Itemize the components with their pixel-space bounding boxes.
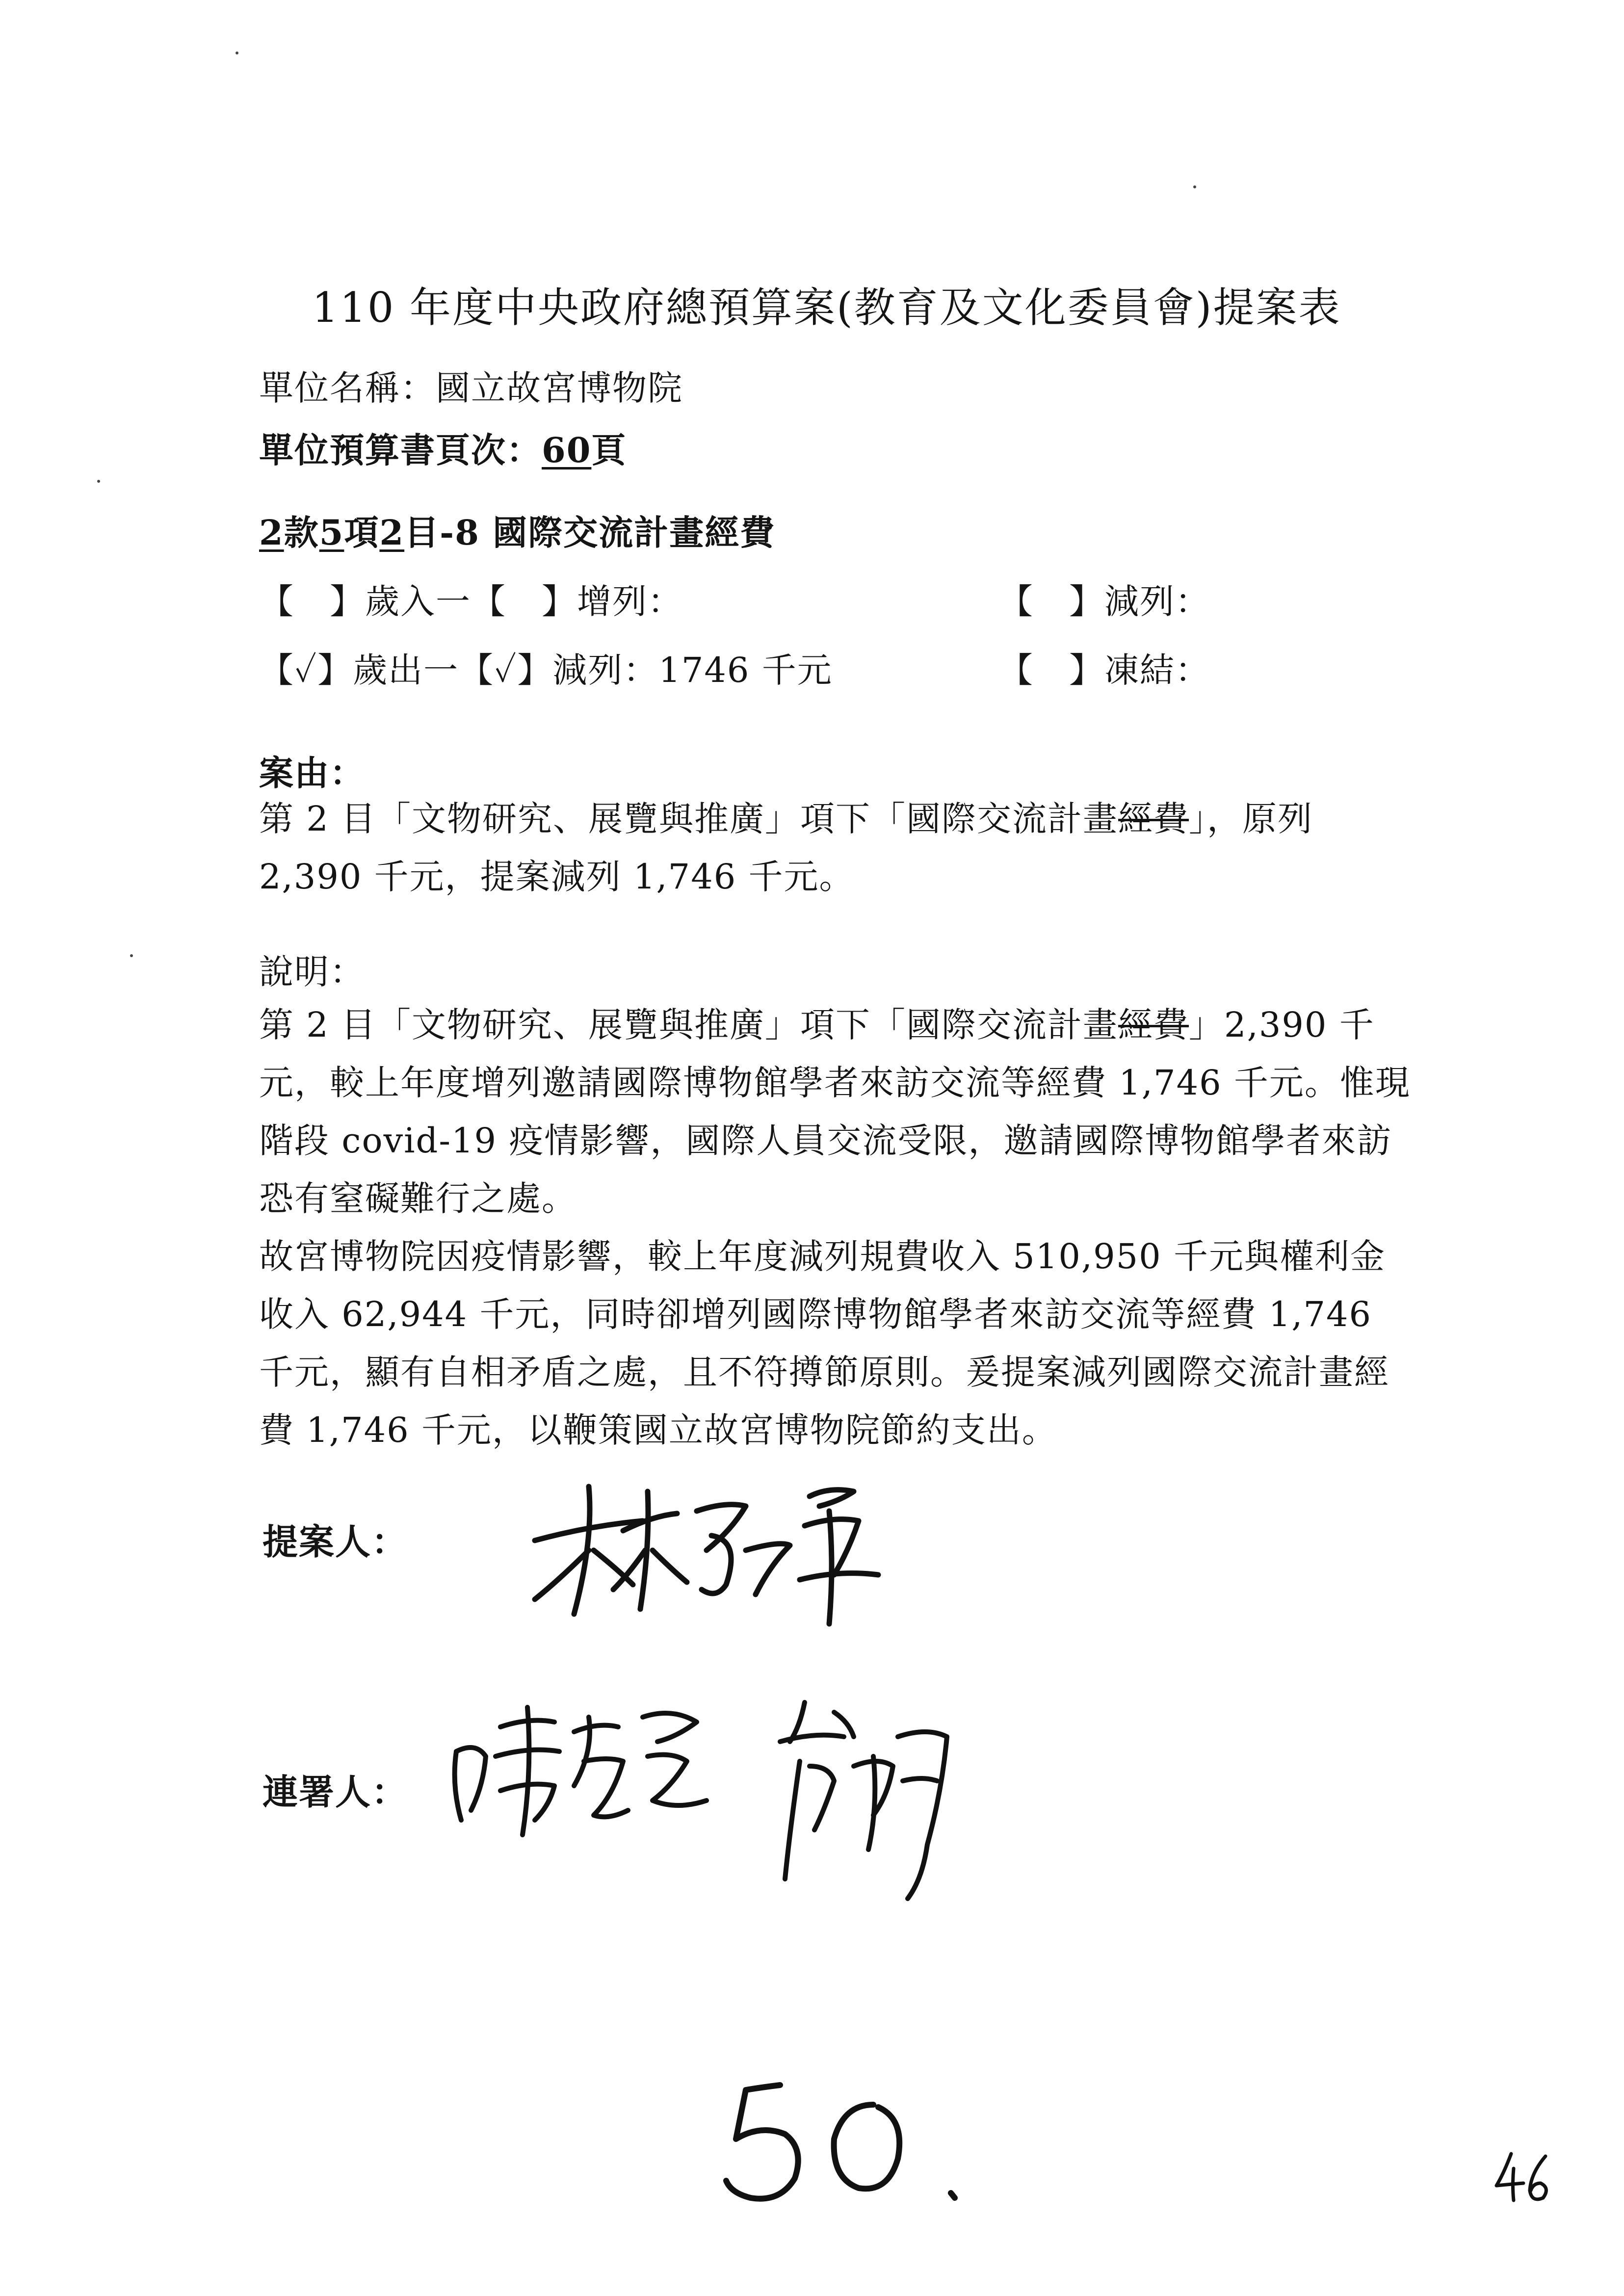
explanation-struck-text: 經費	[1118, 1005, 1189, 1045]
reason-heading: 案由：	[259, 753, 365, 793]
account-kuan: 2	[259, 512, 284, 553]
unit-name: 單位名稱：國立故宮博物院	[259, 368, 683, 408]
explanation-paragraph-1	[259, 996, 1412, 1227]
handwritten-number	[716, 2070, 971, 2219]
budget-page-number: 60	[542, 430, 592, 470]
proposer-label: 提案人：	[262, 1521, 408, 1563]
explanation-heading: 說明：	[259, 952, 365, 992]
explanation-p1-part1: 第 2 目「文物研究、展覽與推廣」項下「國際交流計畫	[259, 1005, 1119, 1045]
cosigner-signature-2	[751, 1683, 971, 1913]
scan-speck	[97, 480, 100, 483]
page-number-handwritten	[1492, 2149, 1560, 2210]
reason-struck-text: 經費	[1118, 799, 1189, 839]
checkbox-row-expenditure: 【✓】歲出一【✓】減列：1746 千元	[259, 650, 833, 690]
account-mu: 2	[379, 512, 405, 553]
reason-text-part1: 第 2 目「文物研究、展覽與推廣」項下「國際交流計畫	[259, 799, 1119, 839]
checkbox-row-revenue: 【 】歲入一【 】增列：	[259, 581, 683, 622]
explanation-paragraph-2: 故宮博物院因疫情影響，較上年度減列規費收入 510,950 千元與權利金收入 62,944 千元，同時卻增列國際博物館學者來訪交流等經費 1,746 千元，顯有自相矛盾之處，且不符撙節原則。爰提案減列國際交流計畫經費 1,746 千元，以鞭策國立故宮博物院節約支出。	[259, 1236, 1389, 1450]
budget-page-suffix: 頁	[591, 430, 627, 470]
budget-page-label: 單位預算書頁次：	[259, 430, 542, 470]
budget-page-reference	[259, 423, 627, 472]
reason-text-part2: 」，原列 2,390 千元，提案減列 1,746 千元。	[259, 799, 1313, 897]
budget-account-line	[259, 505, 775, 555]
cosigner-signature-1	[442, 1688, 716, 1850]
account-xiang-label: 項	[344, 512, 380, 553]
checkbox-freeze: 【 】凍結：	[998, 650, 1210, 690]
scan-speck	[1193, 185, 1196, 188]
cosigner-label: 連署人：	[262, 1771, 408, 1813]
explanation-p1-part2: 」2,390 千元，較上年度增列邀請國際博物館學者來訪交流等經費 1,746 千元。惟現階段 covid-19 疫情影響，國際人員交流受限，邀請國際博物館學者來訪恐有窒礙難行之處。	[259, 1005, 1411, 1219]
proposer-signature	[515, 1467, 917, 1634]
account-kuan-label: 款	[284, 512, 319, 553]
account-mu-label: 目-8 國際交流計畫經費	[404, 512, 776, 553]
scan-speck	[236, 52, 238, 54]
account-xiang: 5	[319, 512, 344, 553]
document-title: 110 年度中央政府總預算案(教育及文化委員會)提案表	[312, 284, 1341, 332]
checkbox-decrease: 【 】減列：	[998, 581, 1210, 622]
reason-text	[259, 790, 1412, 906]
scan-speck	[130, 954, 133, 957]
